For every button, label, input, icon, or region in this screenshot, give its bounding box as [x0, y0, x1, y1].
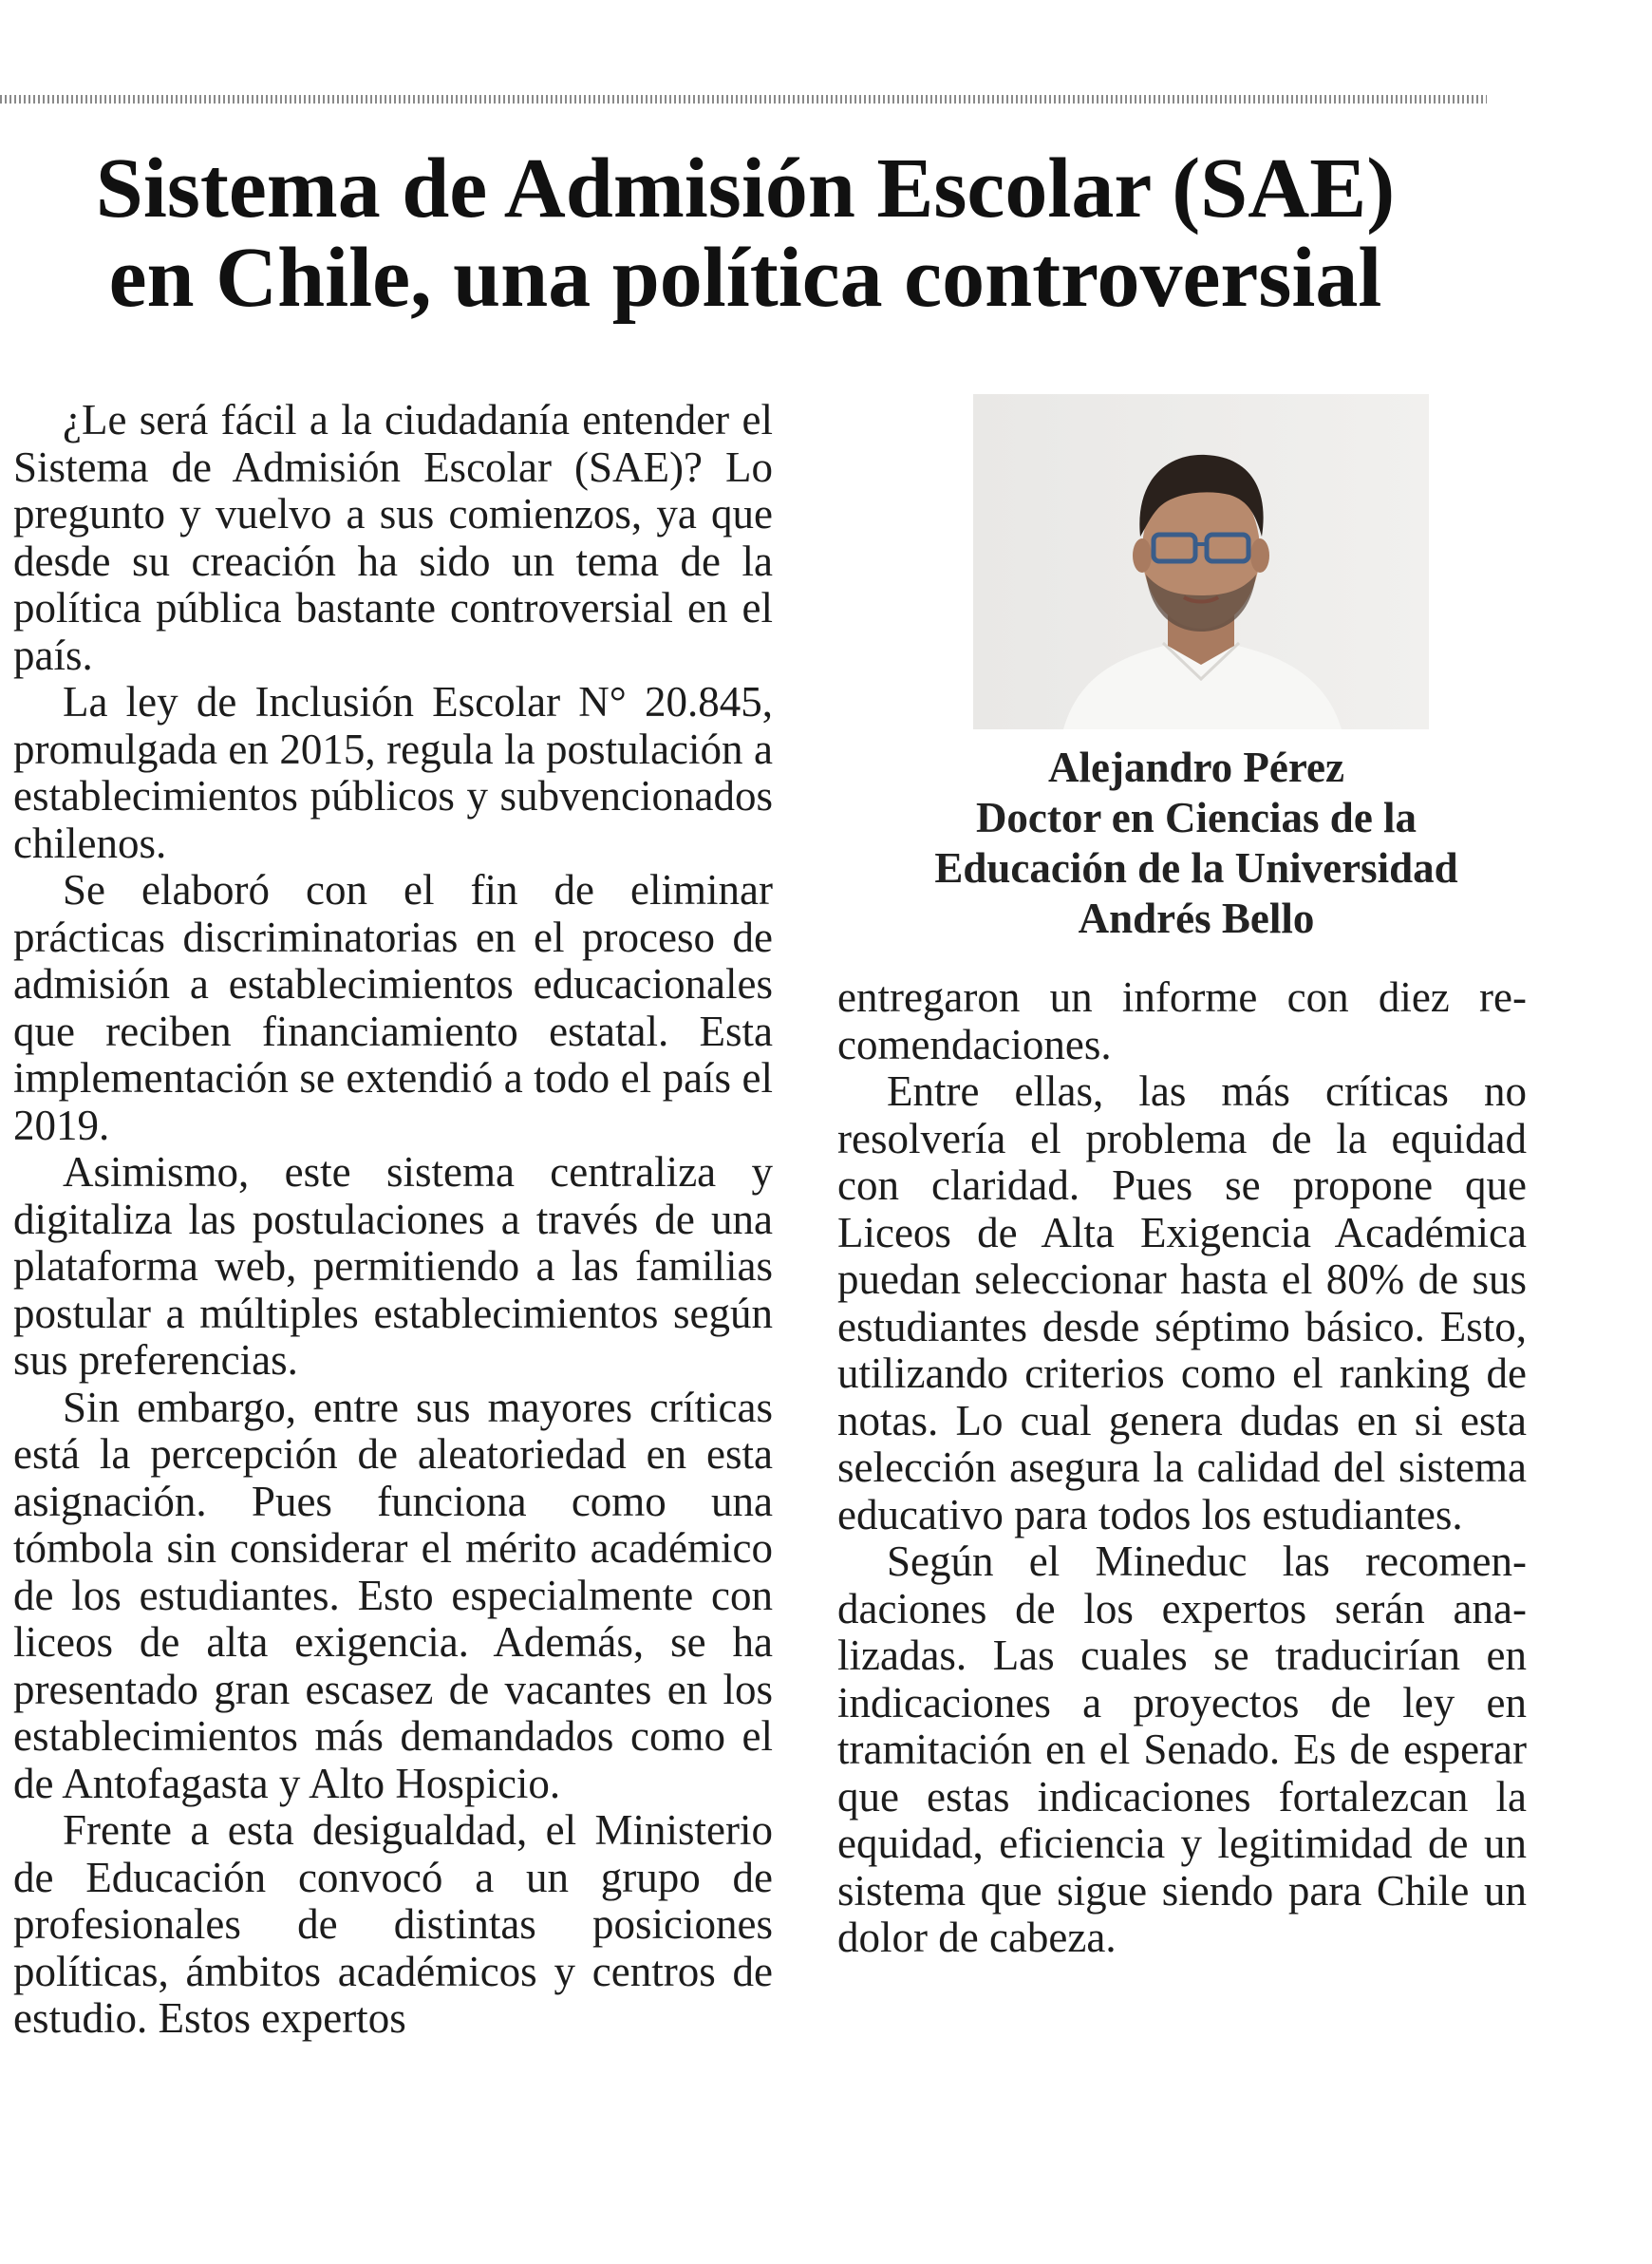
- author-name: Alejandro Pérez: [1048, 744, 1344, 791]
- article-column-right: [837, 974, 1527, 1962]
- paragraph-3: Se elaboró con el fin de eliminar prácticas discriminatorias en el proceso de admisión a establecimientos educacionales que reciben financiamiento estatal. Esta implementación se extendió a todo el país el 2019.: [13, 866, 773, 1149]
- paragraph-1: ¿Le será fácil a la ciudadanía entender el Sistema de Admisión Escolar (SAE)? Lo pregunto y vuelvo a sus comienzos, ya que desde su creación ha sido un tema de la política pública bastante controversial en el país.: [13, 396, 773, 679]
- headline-line-2: en Chile, una política controversial: [108, 231, 1382, 325]
- author-photo: [973, 394, 1429, 729]
- article-headline: [0, 144, 1652, 323]
- paragraph-5: Sin embargo, entre sus mayores críticas está la percepción de aleatoriedad en esta asignación. Pues funciona como una tómbola sin considerar el mérito académico de los estudiantes. Esto especialmente con liceos de alta exigencia. Además, se ha presentado gran escasez de vacantes en los establecimientos más demandados como el de Antofagasta y Alto Hospicio.: [13, 1383, 773, 1807]
- author-title-line-2: Educación de la Universidad: [934, 844, 1458, 892]
- author-title-line-1: Doctor en Ciencias de la: [975, 794, 1417, 841]
- author-caption: [835, 743, 1557, 944]
- author-title-line-3: Andrés Bello: [1078, 895, 1315, 942]
- paragraph-6-start: Frente a esta desigualdad, el Ministerio de Educación convocó a un grupo de profesionales de distintas posiciones políticas, ámbitos académicos y centros de estudio. Estos expertos: [13, 1806, 773, 2042]
- article-column-left: [13, 397, 773, 2043]
- paragraph-2: La ley de Inclusión Escolar N° 20.845, promulgada en 2015, regula la postulación a establecimientos públicos y subvencionados chilenos.: [13, 678, 773, 867]
- paragraph-6-end: entregaron un informe con diez recomendaciones.: [837, 973, 1527, 1068]
- top-dotted-rule: [0, 95, 1487, 104]
- paragraph-7: Entre ellas, las más críticas no resolvería el problema de la equidad con claridad. Pues se propone que Liceos de Alta Exigencia Académica puedan seleccionar hasta el 80% de sus estudiantes desde séptimo básico. Esto, utilizando criterios como el ranking de notas. Lo cual genera dudas en si esta selección asegura la calidad del sistema educativo para todos los estudiantes.: [837, 1067, 1527, 1538]
- paragraph-4: Asimismo, este sistema centraliza y digitaliza las postulaciones a través de una plataforma web, permitiendo a las familias postular a múltiples establecimientos según sus preferencias.: [13, 1148, 773, 1384]
- paragraph-8: Según el Mineduc las recomendaciones de los expertos serán analizadas. Las cuales se traducirían en indicaciones a proyectos de ley en tramitación en el Senado. Es de esperar que estas indicaciones fortalezcan la equidad, eficiencia y legitimidad de un sistema que sigue siendo para Chile un dolor de cabeza.: [837, 1538, 1527, 1961]
- headline-line-1: Sistema de Admisión Escolar (SAE): [95, 142, 1396, 236]
